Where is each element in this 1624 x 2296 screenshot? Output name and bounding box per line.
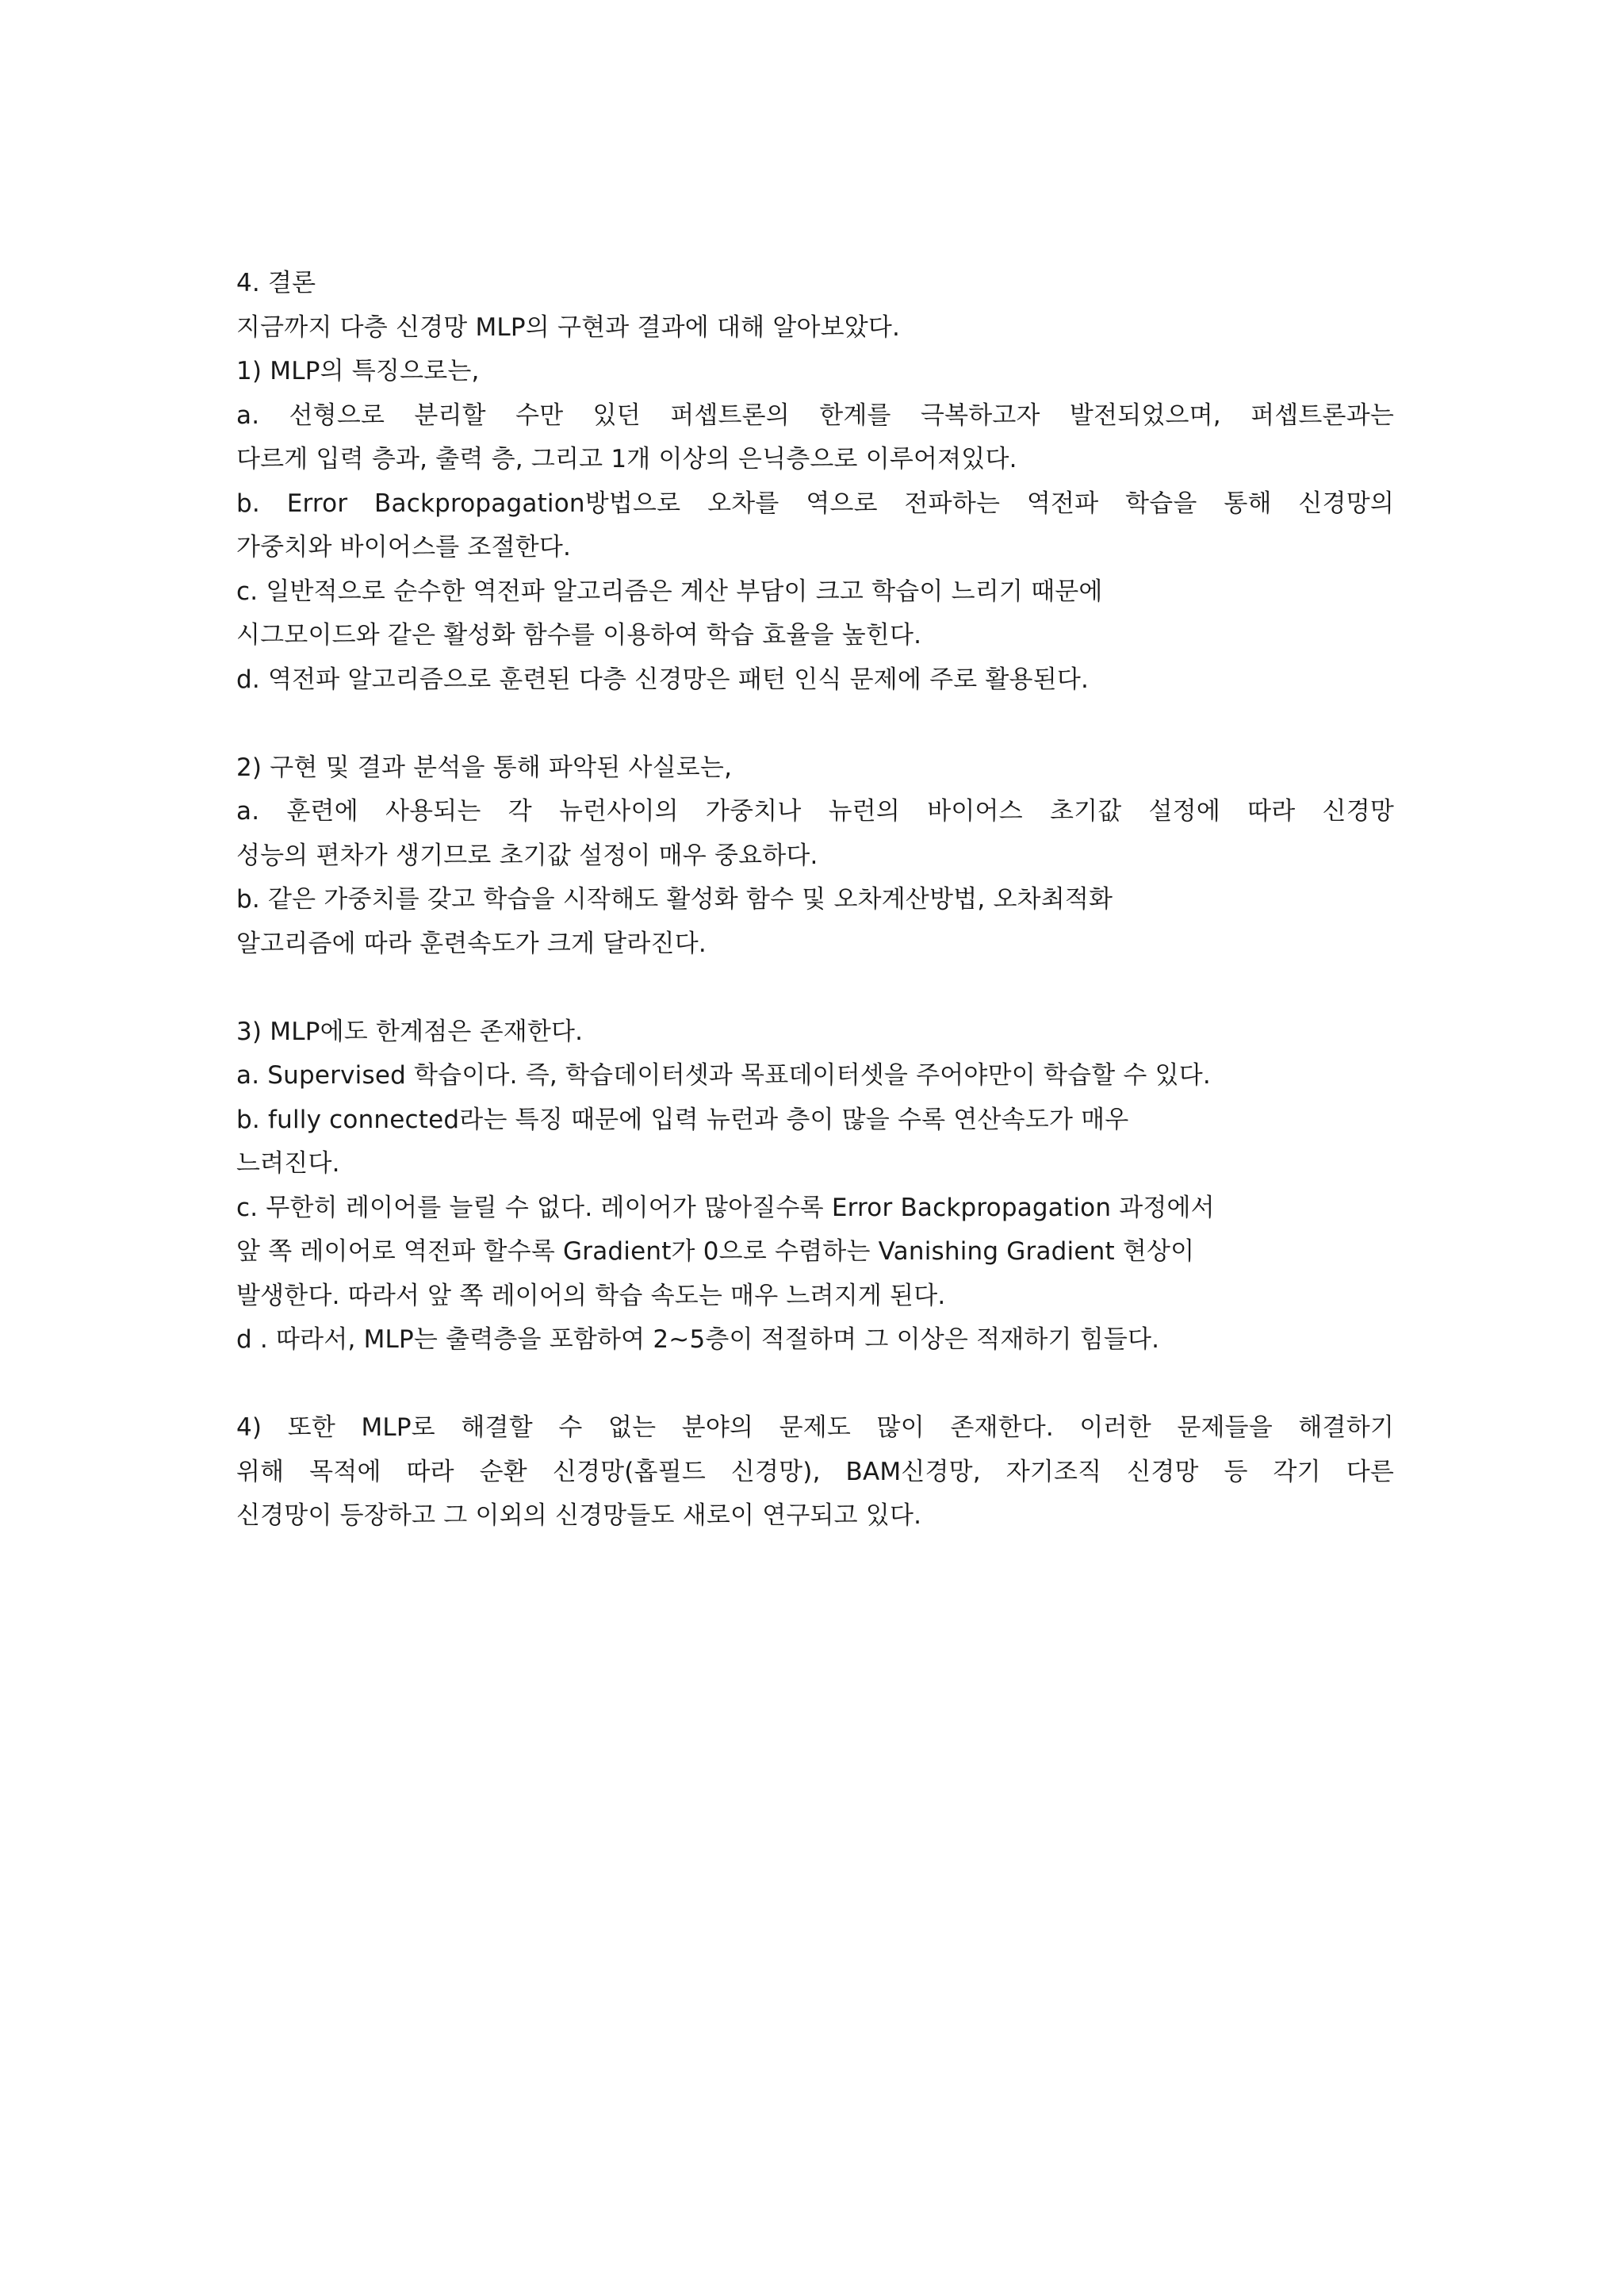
intro-paragraph: 지금까지 다층 신경망 MLP의 구현과 결과에 대해 알아보았다. [236,312,901,342]
section3-line: 느려진다. [236,1149,340,1178]
section2-line: a. 훈련에 사용되는 각 뉴런사이의 가중치나 뉴런의 바이어스 초기값 설정에 따라 신경망 [236,797,1394,826]
section2-line: 성능의 편차가 생기므로 초기값 설정이 매우 중요하다. [236,841,818,870]
section3-line: 발생한다. 따라서 앞 쪽 레이어의 학습 속도는 매우 느려지게 된다. [236,1281,946,1310]
section1-line: 시그모이드와 같은 활성화 함수를 이용하여 학습 효율을 높힌다. [236,621,922,650]
section3-line: c. 무한히 레이어를 늘릴 수 없다. 레이어가 많아질수록 Error Backpropagation 과정에서 [236,1193,1215,1222]
section1-line: 다르게 입력 층과, 출력 층, 그리고 1개 이상의 은닉층으로 이루어져있다. [236,445,1017,473]
document-body [236,262,1394,1539]
section1-line: c. 일반적으로 순수한 역전파 알고리즘은 계산 부담이 크고 학습이 느리기 때문에 [236,577,1103,606]
section1-line: b. Error Backpropagation방법으로 오차를 역으로 전파하는 역전파 학습을 통해 신경망의 [236,489,1394,518]
section1-title: 1) MLP의 특징으로는, [236,357,480,385]
section4-line: 4) 또한 MLP로 해결할 수 없는 분야의 문제도 많이 존재한다. 이러한 문제들을 해결하기 [236,1413,1394,1442]
section2-title: 2) 구현 및 결과 분석을 통해 파악된 사실로는, [236,753,733,782]
section1-line: 가중치와 바이어스를 조절한다. [236,533,572,562]
section1-line: a. 선형으로 분리할 수만 있던 퍼셉트론의 한계를 극복하고자 발전되었으며, 퍼셉트론과는 [236,401,1394,430]
section4-line: 신경망이 등장하고 그 이외의 신경망들도 새로이 연구되고 있다. [236,1501,922,1530]
section2-line: b. 같은 가중치를 갖고 학습을 시작해도 활성화 함수 및 오차계산방법, 오차최적화 [236,885,1113,914]
section3-line: d . 따라서, MLP는 출력층을 포함하여 2~5층이 적절하며 그 이상은 적재하기 힘들다. [236,1325,1160,1354]
section3-line: a. Supervised 학습이다. 즉, 학습데이터셋과 목표데이터셋을 주어야만이 학습할 수 있다. [236,1061,1211,1090]
section-heading: 4. 결론 [236,269,316,297]
section3-title: 3) MLP에도 한계점은 존재한다. [236,1017,584,1046]
section4-line: 위해 목적에 따라 순환 신경망(홉필드 신경망), BAM신경망, 자기조직 신경망 등 각기 다른 [236,1457,1394,1486]
section3-line: b. fully connected라는 특징 때문에 입력 뉴런과 층이 많을 수록 연산속도가 매우 [236,1105,1129,1134]
paragraph-gap [236,1363,1394,1407]
section3-line: 앞 쪽 레이어로 역전파 할수록 Gradient가 0으로 수렴하는 Vanishing Gradient 현상이 [236,1237,1195,1266]
paragraph-gap [236,966,1394,1010]
section2-line: 알고리즘에 따라 훈련속도가 크게 달라진다. [236,929,707,958]
section1-line: d. 역전파 알고리즘으로 훈련된 다층 신경망은 패턴 인식 문제에 주로 활용된다. [236,665,1090,694]
paragraph-gap [236,702,1394,746]
